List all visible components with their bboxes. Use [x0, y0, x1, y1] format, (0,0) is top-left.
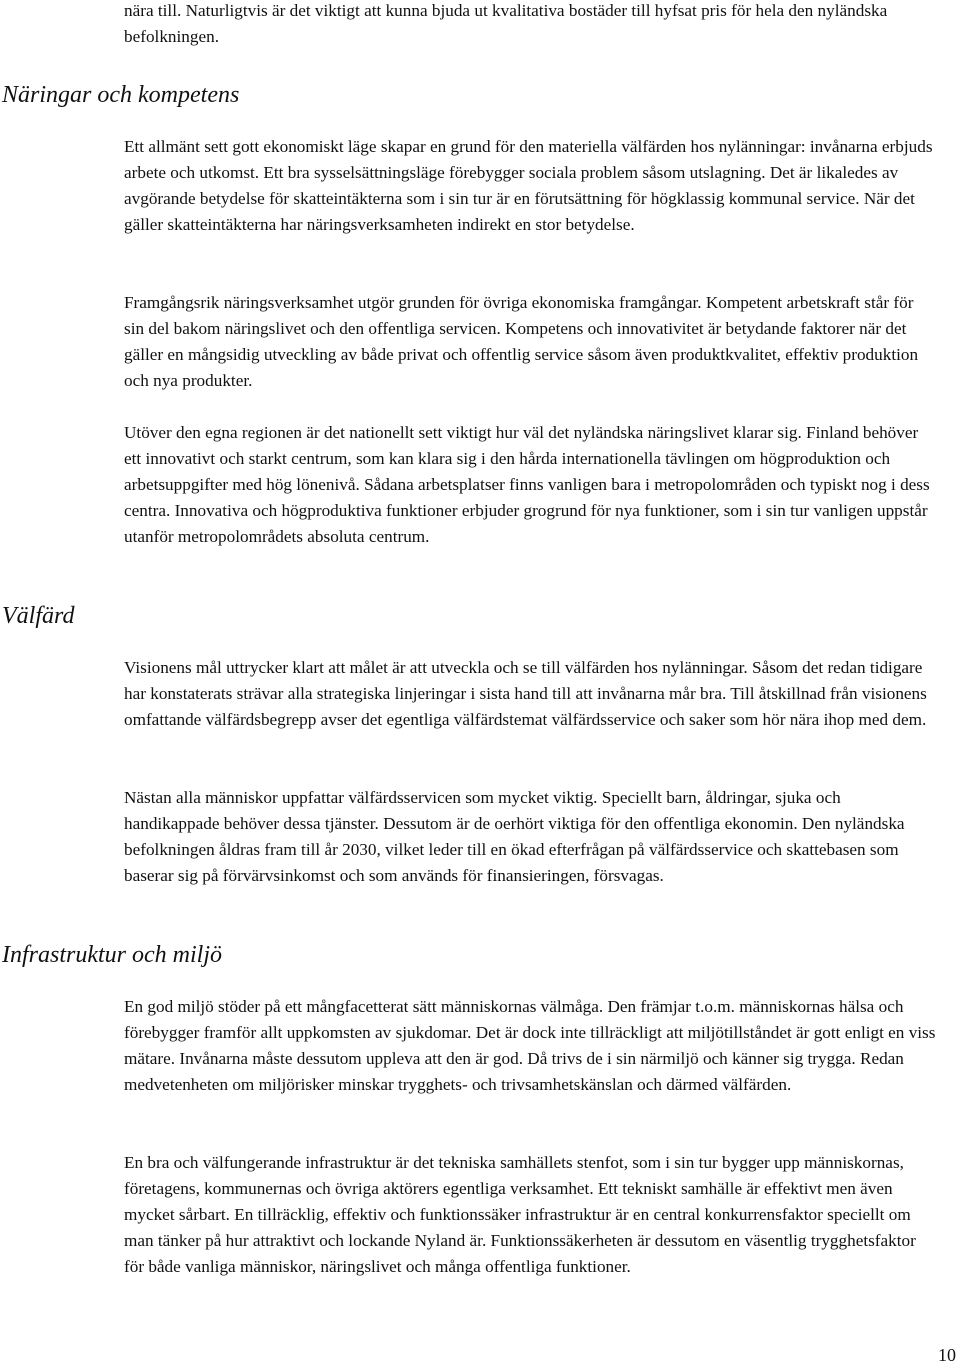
heading-infrastruktur-och-miljo: Infrastruktur och miljö [2, 942, 222, 968]
paragraph-naringar-2: Framgångsrik näringsverksamhet utgör grunden för övriga ekonomiska framgångar. Kompetent arbetskraft står för sin del bakom näringslivet och den offentliga servicen. Kompetens och innovativitet är betydande faktorer när det gäller en mångsidig utveckling av både privat och offentlig service såsom även produktkvalitet, effektiv produktion och nya produkter. [124, 293, 919, 390]
heading-naringar-och-kompetens: Näringar och kompetens [2, 82, 240, 108]
paragraph-infrastruktur-2: En bra och välfungerande infrastruktur är det tekniska samhällets stenfot, som i sin tur bygger upp människornas, företagens, kommunernas och övriga aktörers egentliga verksamhet. Ett tekniskt samhälle är effektivt men även mycket sårbart. En tillräcklig, effektiv och funktionssäker infrastruktur är en central konkurrensfaktor speciellt om man tänker på hur attraktivt och lockande Nyland är. Funktionssäkerheten är dessutom en väsentlig trygghetsfaktor för både vanliga människor, näringslivet och många offentliga funktioner. [124, 1153, 916, 1276]
intro-paragraph: nära till. Naturligtvis är det viktigt att kunna bjuda ut kvalitativa bostäder till hyfsat pris för hela den nyländska befolkningen. [124, 1, 888, 46]
page-number: 10 [938, 1345, 956, 1365]
paragraph-infrastruktur-1: En god miljö stöder på ett mångfacetterat sätt människornas välmåga. Den främjar t.o.m. människornas hälsa och förebygger framför allt uppkomsten av sjukdomar. Det är dock inte tillräckligt att miljötillståndet är gott enligt en viss mätare. Invånarna måste dessutom uppleva att den är god. Då trivs de i sin närmiljö och känner sig trygga. Redan medvetenheten om miljörisker minskar trygghets- och trivsamhetskänslan och därmed välfärden. [124, 997, 936, 1094]
paragraph-naringar-3: Utöver den egna regionen är det nationellt sett viktigt hur väl det nyländska näringslivet klarar sig. Finland behöver ett innovativt och starkt centrum, som kan klara sig i den hårda internationella tävlingen om högproduktion och arbetsuppgifter med hög lönenivå. Sådana arbetsplatser finns vanligen bara i metropolområden och typiskt nog i dess centra. Innovativa och högproduktiva funktioner erbjuder grogrund för nya funktioner, som i sin tur vanligen uppstår utanför metropolområdets absoluta centrum. [124, 423, 930, 546]
paragraph-valfard-1: Visionens mål uttrycker klart att målet är att utveckla och se till välfärden hos nylänningar. Såsom det redan tidigare har konstaterats strävar alla strategiska linjeringar i sista hand till att invånarna mår bra. Till åtskillnad från visionens omfattande välfärdsbegrepp avser det egentliga välfärdstemat välfärdsservice och saker som hör nära ihop med dem. [124, 658, 927, 729]
heading-valfard: Välfärd [2, 603, 75, 629]
paragraph-naringar-1: Ett allmänt sett gott ekonomiskt läge skapar en grund för den materiella välfärden hos nylänningar: invånarna erbjuds arbete och utkomst. Ett bra sysselsättningsläge förebygger sociala problem såsom utslagning. Det är likaledes av avgörande betydelse för skatteintäkterna som i sin tur är en förutsättning för högklassig kommunal service. När det gäller skatteintäkterna har näringsverksamheten indirekt en stor betydelse. [124, 137, 933, 234]
paragraph-valfard-2: Nästan alla människor uppfattar välfärdsservicen som mycket viktig. Speciellt barn, åldringar, sjuka och handikappade behöver dessa tjänster. Dessutom är de oerhört viktiga för den offentliga ekonomin. Den nyländska befolkningen åldras fram till år 2030, vilket leder till en ökad efterfrågan på välfärdsservice och skattebasen som baserar sig på förvärvsinkomst och som används för finansieringen, försvagas. [124, 788, 905, 885]
